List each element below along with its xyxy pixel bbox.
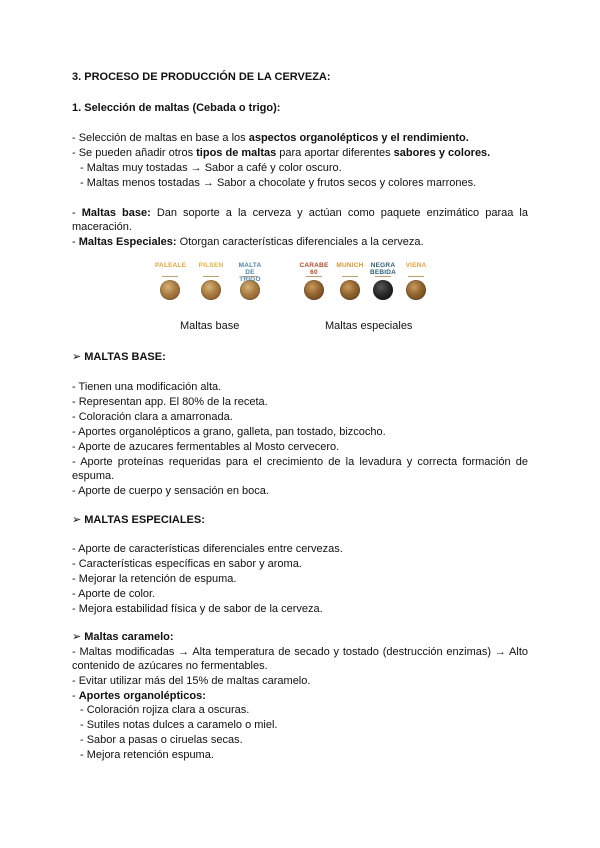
special-item: - Aporte de color. — [72, 588, 156, 600]
definition-special-term: Maltas Especiales: — [78, 236, 177, 248]
caramel-item: - Sutiles notas dulces a caramelo o miel. — [80, 719, 278, 731]
selection-line-2-mid: para aportar diferentes — [276, 147, 394, 159]
section-title: 3. PROCESO DE PRODUCCIÓN DE LA CERVEZA: — [72, 71, 331, 83]
malt-images — [72, 262, 528, 336]
malt-underline — [162, 276, 178, 277]
caramel-item: - Sabor a pasas o ciruelas secas. — [80, 734, 243, 746]
malt-carabe-label: CARABE 60 — [299, 262, 329, 276]
definition-special-text: Otorgan características diferenciales a la cerveza. — [176, 236, 424, 248]
special-item: - Aporte de características diferenciales entre cervezas. — [72, 543, 343, 555]
selection-line-2 — [72, 146, 490, 160]
base-item: - Tienen una modificación alta. — [72, 381, 222, 393]
malt-underline — [306, 276, 322, 277]
caramel-line-3-dash: - — [72, 690, 79, 702]
malt-grain-pile — [304, 280, 324, 300]
caramel-section-title: ➢ Maltas caramelo: — [72, 631, 174, 643]
malt-pilsen-label: PILSEN — [198, 262, 224, 269]
definition-special-dash: - — [72, 236, 79, 248]
base-item: - Aporte de azucares fermentables al Mosto cervecero. — [72, 441, 340, 453]
malt-paleale — [155, 262, 185, 300]
caramel-line-2: - Evitar utilizar más del 15% de maltas caramelo. — [72, 675, 311, 687]
malt-underline — [375, 276, 391, 277]
caption-special: Maltas especiales — [325, 320, 413, 332]
definition-base — [72, 206, 528, 234]
selection-line-2-text: - Se pueden añadir otros — [72, 147, 197, 159]
malt-grain-pile — [160, 280, 180, 300]
malt-negra — [368, 262, 398, 300]
base-item: - Aporte proteínas requeridas para el crecimiento de la levadura y correcta formación de espuma. — [72, 456, 528, 482]
selection-line-1-text: - Selección de maltas en base a los — [72, 132, 249, 144]
malt-underline — [342, 276, 358, 277]
caramel-line-3-bold: Aportes organolépticos: — [78, 690, 206, 702]
selection-line-4: - Maltas menos tostadas → Sabor a chocolate y frutos secos y colores marrones. — [80, 177, 477, 189]
special-section-title: ➢ MALTAS ESPECIALES: — [72, 514, 205, 526]
caption-base: Maltas base — [180, 320, 240, 332]
definition-special — [72, 235, 424, 249]
malt-trigo — [235, 262, 265, 300]
malt-negra-label: NEGRA BEBIDA — [369, 262, 397, 276]
selection-line-2-bold-2: sabores y colores. — [393, 147, 491, 159]
base-item: - Coloración clara a amarronada. — [72, 411, 233, 423]
malt-grain-pile — [373, 280, 393, 300]
malt-viena-label: VIENA — [405, 262, 427, 269]
malt-munich — [335, 262, 365, 300]
caramel-item: - Mejora retención espuma. — [80, 749, 214, 761]
selection-line-1 — [72, 131, 469, 145]
caramel-item: - Coloración rojiza clara a oscuras. — [80, 704, 250, 716]
base-item: - Aporte de cuerpo y sensación en boca. — [72, 485, 269, 497]
subsection-title: 1. Selección de maltas (Cebada o trigo): — [72, 102, 281, 114]
base-item: - Representan app. El 80% de la receta. — [72, 396, 268, 408]
malt-underline — [203, 276, 219, 277]
malt-grain-pile — [406, 280, 426, 300]
selection-line-3: - Maltas muy tostadas → Sabor a café y color oscuro. — [80, 162, 342, 174]
malt-munich-label: MUNICH — [336, 262, 364, 269]
base-section-title: ➢ MALTAS BASE: — [72, 351, 166, 363]
special-item: - Mejora estabilidad física y de sabor de la cerveza. — [72, 603, 323, 615]
malt-paleale-label: PALEALE — [155, 262, 187, 269]
definition-base-dash: - — [72, 207, 82, 219]
malt-underline — [408, 276, 424, 277]
malt-trigo-label: MALTA DE TRIGO — [238, 262, 262, 283]
malt-carabe — [299, 262, 329, 300]
malt-grain-pile — [340, 280, 360, 300]
caramel-line-3 — [72, 689, 206, 703]
malt-viena — [401, 262, 431, 300]
selection-line-2-bold-1: tipos de maltas — [196, 147, 277, 159]
selection-line-1-bold: aspectos organolépticos y el rendimiento. — [248, 132, 469, 144]
malt-grain-pile — [201, 280, 221, 300]
definition-base-term: Maltas base: — [81, 207, 151, 219]
malt-grain-pile — [240, 280, 260, 300]
definition-base-text: Dan soporte a la cerveza y actúan como paquete enzimático paraa la maceración. — [72, 207, 528, 233]
base-item: - Aportes organolépticos a grano, galleta, pan tostado, bizcocho. — [72, 426, 386, 438]
malt-pilsen — [196, 262, 226, 300]
caramel-line-1: - Maltas modificadas → Alta temperatura de secado y tostado (destrucción enzimas) → Alto contenido de azúcares no fermentables. — [72, 646, 528, 672]
special-item: - Características específicas en sabor y aroma. — [72, 558, 302, 570]
special-item: - Mejorar la retención de espuma. — [72, 573, 237, 585]
